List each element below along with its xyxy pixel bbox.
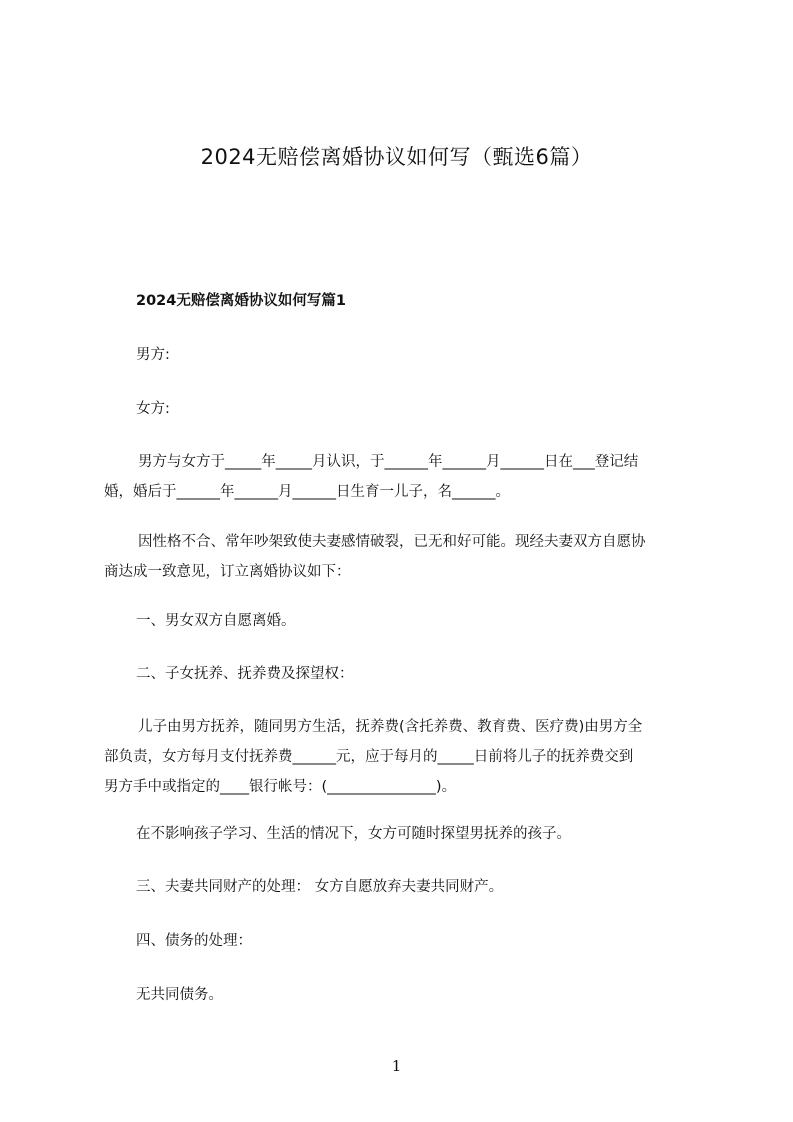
male-party-label: 男方: [136,347,170,363]
section-heading: 2024无赔偿离婚协议如何写篇1 [136,293,346,309]
custody-paragraph [104,712,702,802]
clause-three: 三、夫妻共同财产的处理： 女方自愿放弃夫妻共同财产。 [136,879,504,895]
reason-paragraph-line-1: 因性格不合、常年吵架致使夫妻感情破裂，已无和好可能。现经夫妻双方自愿协 [138,534,646,550]
custody-paragraph-line-1: 儿子由男方抚养，随同男方生活，抚养费(含托养费、教育费、医疗费)由男方全 [138,719,643,735]
document-title: 2024无赔偿离婚协议如何写（甄选6篇） [200,145,593,169]
clause-two-heading: 二、子女抚养、抚养费及探望权： [136,666,354,682]
no-debt-text: 无共同债务。 [136,987,223,1003]
meeting-paragraph-line-1: 男方与女方于_____年_____月认识，于______年______月______日在___登记结 [138,454,639,470]
clause-four-heading: 四、债务的处理： [136,933,252,949]
meeting-paragraph-line-2: 婚，婚后于______年______月______日生育一儿子，名______。 [104,484,510,500]
page-number: 1 [391,1057,402,1075]
reason-paragraph [104,527,702,587]
reason-paragraph-line-2: 商达成一致意见，订立离婚协议如下： [104,564,351,580]
meeting-paragraph [104,447,702,507]
visitation-text: 在不影响孩子学习、生活的情况下，女方可随时探望男抚养的孩子。 [136,826,571,842]
female-party-label: 女方: [136,401,170,417]
custody-paragraph-line-2: 部负责，女方每月支付抚养费______元，应于每月的_____日前将儿子的抚养费交到 [104,749,634,765]
custody-paragraph-line-3: 男方手中或指定的____银行帐号：(_______________)。 [104,779,457,795]
clause-one: 一、男女双方自愿离婚。 [136,613,296,629]
